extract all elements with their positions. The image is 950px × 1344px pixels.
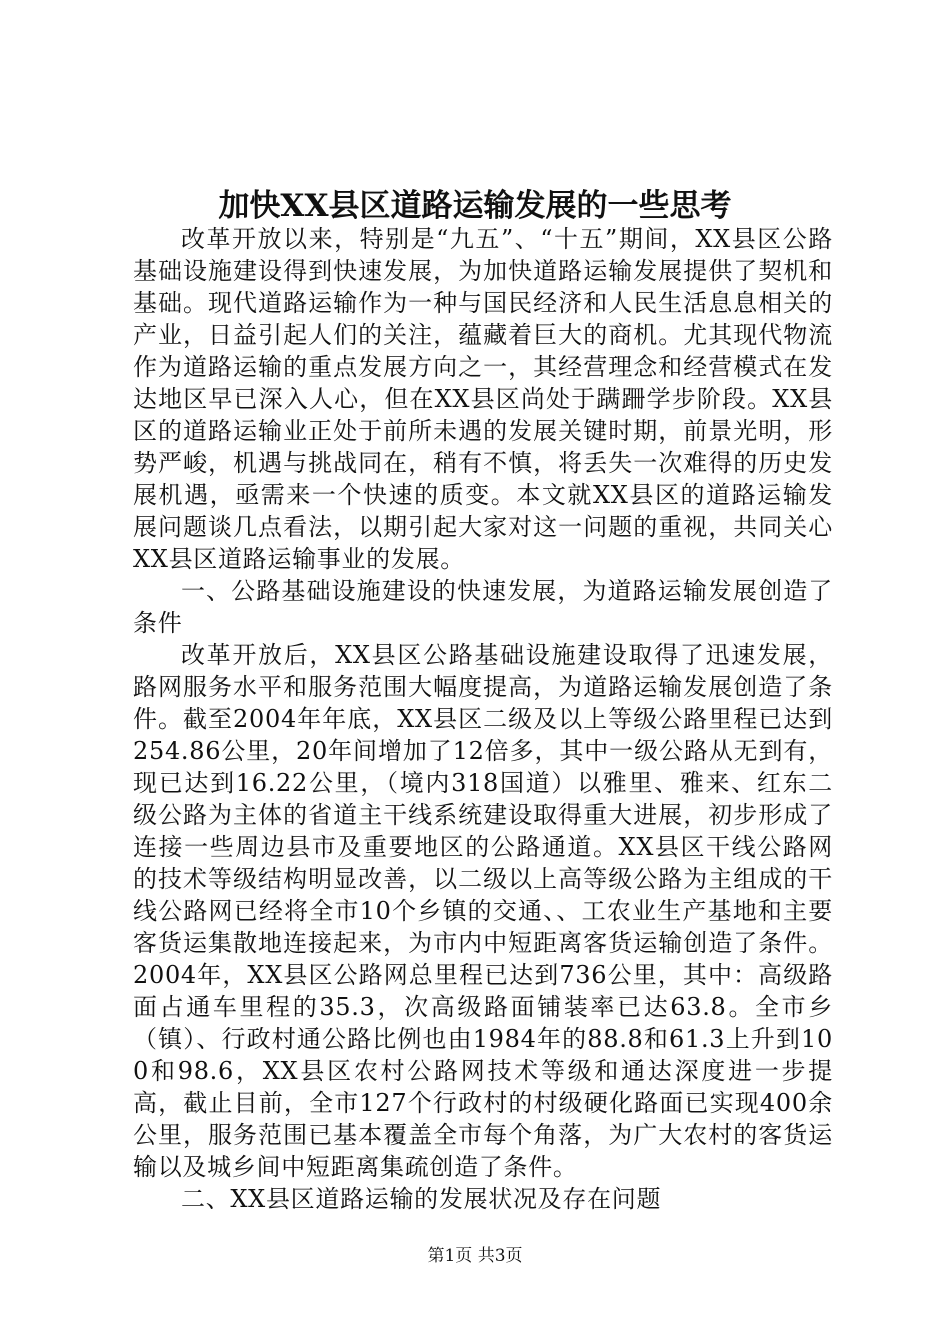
document-body	[133, 223, 833, 1215]
section-heading-2: 二、XX县区道路运输的发展状况及存在问题	[181, 1185, 662, 1213]
section-1-paragraph: 改革开放后，XX县区公路基础设施建设取得了迅速发展，路网服务水平和服务范围大幅度提高，为道路运输发展创造了条件。截至2004年年底，XX县区二级及以上等级公路里程已达到254.86公里，20年间增加了12倍多，其中一级公路从无到有，现已达到16.22公里，（境内318国道）以雅里、雅来、红东二级公路为主体的省道主干线系统建设取得重大进展，初步形成了连接一些周边县市及重要地区的公路通道。XX县区干线公路网的技术等级结构明显改善，以二级以上高等级公路为主组成的干线公路网已经将全市10个乡镇的交通、、工农业生产基地和主要客货运集散地连接起来，为市内中短距离客货运输创造了条件。2004年，XX县区公路网总里程已达到736公里，其中：高级路面占通车里程的35.3，次高级路面铺装率已达63.8。全市乡（镇）、行政村通公路比例也由1984年的88.8和61.3上升到100和98.6，XX县区农村公路网技术等级和通达深度进一步提高，截止目前，全市127个行政村的村级硬化路面已实现400余公里，服务范围已基本覆盖全市每个角落，为广大农村的客货运输以及城乡间中短距离集疏创造了条件。	[133, 641, 833, 1181]
intro-paragraph: 改革开放以来，特别是“九五”、“十五”期间，XX县区公路基础设施建设得到快速发展，为加快道路运输发展提供了契机和基础。现代道路运输作为一种与国民经济和人民生活息息相关的产业，日益引起人们的关注，蕴藏着巨大的商机。尤其现代物流作为道路运输的重点发展方向之一，其经营理念和经营模式在发达地区早已深入人心，但在XX县区尚处于蹒跚学步阶段。XX县区的道路运输业正处于前所未遇的发展关键时期，前景光明，形势严峻，机遇与挑战同在，稍有不慎，将丢失一次难得的历史发展机遇，亟需来一个快速的质变。本文就XX县区的道路运输发展问题谈几点看法，以期引起大家对这一问题的重视，共同关心XX县区道路运输事业的发展。	[133, 225, 833, 573]
document-title: 加快XX县区道路运输发展的一些思考	[218, 188, 732, 224]
page-footer: 第1页 共3页	[427, 1246, 523, 1266]
section-heading-1: 一、公路基础设施建设的快速发展，为道路运输发展创造了条件	[133, 577, 833, 637]
